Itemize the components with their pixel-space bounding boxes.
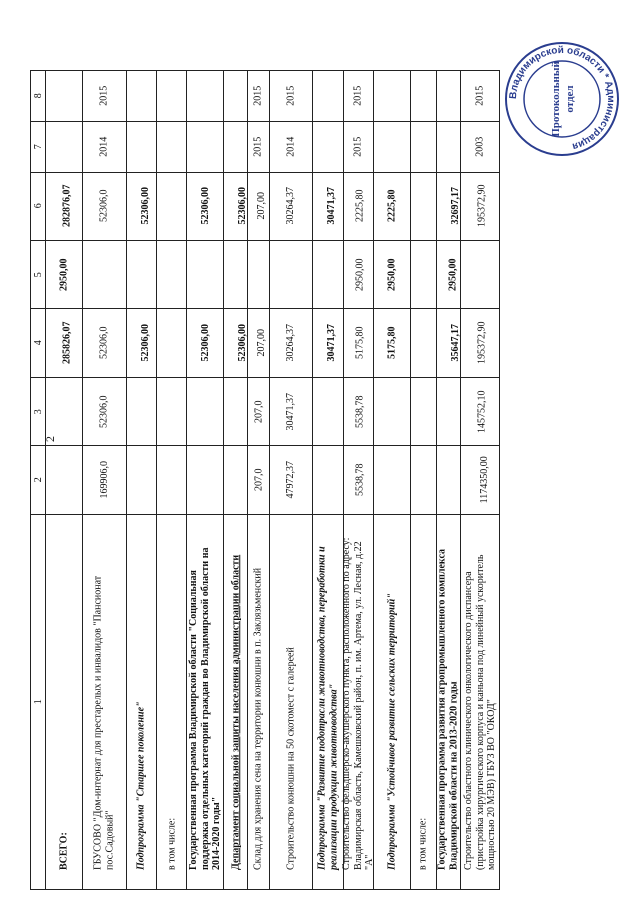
- cell-value: 282876,07: [61, 184, 73, 228]
- value-cell: [436, 71, 460, 122]
- value-cell: [126, 71, 156, 122]
- value-cell: [224, 71, 248, 122]
- row-description-cell: [224, 514, 248, 889]
- value-cell: [46, 309, 83, 377]
- row-description: Подпрограмма "Развитие подотрасли животноводства, переработки и реализации продукции животноводства": [316, 546, 339, 870]
- value-cell: [269, 121, 312, 172]
- value-cell: [46, 172, 83, 240]
- cell-value: 52306,00: [139, 324, 151, 362]
- value-cell: [436, 121, 460, 172]
- value-cell: [126, 446, 156, 514]
- cell-value: 5538,78: [354, 395, 366, 428]
- cell-value: 2015: [285, 85, 297, 106]
- value-cell: [83, 121, 126, 172]
- value-cell: [156, 446, 186, 514]
- row-description-cell: [341, 514, 376, 889]
- cell-value: 52306,00: [200, 187, 212, 225]
- cell-value: 30264,37: [285, 324, 297, 362]
- cell-value: 47972,37: [285, 461, 297, 499]
- row-description: Департамент социальной защиты населения администрации области: [229, 554, 241, 870]
- cell-value: 207,00: [256, 192, 268, 220]
- cell-value: 2015: [252, 136, 264, 157]
- value-cell: [373, 309, 410, 377]
- value-cell: [410, 240, 436, 308]
- row-description-cell: [83, 514, 126, 889]
- value-cell: [436, 309, 460, 377]
- cell-value: 32697,17: [449, 187, 461, 225]
- row-description: в том числе:: [417, 817, 429, 870]
- official-stamp: [503, 40, 621, 158]
- value-cell: [343, 121, 373, 172]
- row-description-cell: [410, 514, 436, 889]
- cell-value: 30471,37: [326, 324, 338, 362]
- value-cell: [156, 377, 186, 445]
- table-row-col-5: [31, 240, 500, 308]
- value-cell: [187, 446, 224, 514]
- value-cell: [187, 121, 224, 172]
- table-row-col-6: [31, 172, 500, 240]
- cell-value: 30264,37: [285, 187, 297, 225]
- row-description-cell: [313, 514, 343, 889]
- column-header: [31, 309, 46, 377]
- value-cell: [373, 240, 410, 308]
- value-cell: [410, 121, 436, 172]
- column-header: [31, 377, 46, 445]
- value-cell: [224, 309, 248, 377]
- column-header-label: 3: [32, 409, 44, 414]
- column-header: [31, 446, 46, 514]
- cell-value: 52306,00: [200, 324, 212, 362]
- table-row-col-2: [31, 446, 500, 514]
- cell-value: 2015: [352, 136, 364, 157]
- value-cell: [126, 309, 156, 377]
- value-cell: [410, 377, 436, 445]
- row-description-cell: [460, 514, 499, 889]
- row-description: Строительство областного клинического онкологического диспансера (пристройка хирургического корпуса и каньона под линейный ускоритель мощностью 20 МЭВ) ГБУЗ ВО "ОКОД": [462, 554, 497, 870]
- row-description-cell: [436, 514, 460, 889]
- value-cell: [224, 172, 248, 240]
- column-header-label: 2: [32, 477, 44, 483]
- value-cell: [269, 446, 312, 514]
- row-description: ГБУСОВО "Дом-интернат для престарелых и инвалидов "Пансионат пос.Садовый": [92, 575, 116, 870]
- table-row-col-7: [31, 121, 500, 172]
- value-cell: [436, 172, 460, 240]
- value-cell: [460, 240, 499, 308]
- value-cell: [156, 121, 186, 172]
- cell-value: 2015: [352, 85, 364, 106]
- value-cell: [313, 240, 343, 308]
- cell-value: 2950,00: [58, 258, 70, 291]
- value-cell: [224, 240, 248, 308]
- value-cell: [46, 377, 83, 445]
- value-cell: [373, 121, 410, 172]
- value-cell: [187, 172, 224, 240]
- cell-value: 2225,80: [386, 189, 398, 223]
- cell-value: 195372,90: [476, 321, 488, 365]
- cell-value: 52306,00: [139, 187, 151, 225]
- cell-value: 2950,00: [447, 258, 459, 291]
- value-cell: [460, 377, 499, 445]
- value-cell: [126, 240, 156, 308]
- cell-value: 35647,17: [449, 324, 461, 362]
- cell-value: 52306,0: [98, 395, 110, 428]
- column-header: [31, 172, 46, 240]
- value-cell: [460, 71, 499, 122]
- value-cell: [460, 121, 499, 172]
- stamp-center-line1: Протокольный: [550, 61, 562, 137]
- value-cell: [343, 71, 373, 122]
- row-description-cell: [248, 514, 270, 889]
- cell-value: 52306,0: [98, 189, 110, 223]
- column-header: [31, 240, 46, 308]
- value-cell: [248, 172, 270, 240]
- cell-value: 2014: [98, 136, 110, 157]
- cell-value: 2015: [98, 85, 110, 106]
- cell-value: 2014: [285, 136, 297, 157]
- row-description: ВСЕГО:: [58, 832, 70, 870]
- cell-value: 169906,0: [98, 461, 110, 499]
- value-cell: [126, 121, 156, 172]
- cell-value: 5175,80: [354, 326, 366, 360]
- value-cell: [224, 446, 248, 514]
- value-cell: [46, 121, 83, 172]
- value-cell: [248, 121, 270, 172]
- cell-value: 1174350,00: [478, 456, 490, 504]
- value-cell: [373, 377, 410, 445]
- value-cell: [46, 240, 83, 308]
- value-cell: [313, 71, 343, 122]
- value-cell: [436, 377, 460, 445]
- value-cell: [248, 446, 270, 514]
- cell-value: 2015: [474, 85, 486, 106]
- value-cell: [83, 172, 126, 240]
- cell-value: 145752,10: [476, 390, 488, 433]
- value-cell: [343, 446, 373, 514]
- cell-value: 52306,0: [98, 326, 110, 360]
- row-description: Склад для хранения сена на территории конюшни в п. Заклязьменский: [252, 567, 264, 870]
- value-cell: [224, 377, 248, 445]
- value-cell: [343, 240, 373, 308]
- row-description: Строительство конюшни на 50 скотомест с галереей: [285, 646, 297, 870]
- column-header-label: 1: [32, 699, 44, 705]
- table-row-col-4: [31, 309, 500, 377]
- value-cell: [373, 446, 410, 514]
- cell-value: 5175,80: [386, 326, 398, 360]
- value-cell: [187, 71, 224, 122]
- cell-value: 207,0: [253, 400, 265, 423]
- value-cell: [410, 446, 436, 514]
- value-cell: [313, 377, 343, 445]
- value-cell: [269, 309, 312, 377]
- cell-value: 207,00: [256, 329, 268, 357]
- value-cell: [83, 446, 126, 514]
- value-cell: [410, 172, 436, 240]
- value-cell: [373, 172, 410, 240]
- value-cell: [460, 446, 499, 514]
- row-description: Подпрограмма "Старшее поколение": [135, 701, 147, 870]
- row-description: в том числе:: [165, 817, 177, 870]
- value-cell: [313, 121, 343, 172]
- cell-value: 2015: [252, 85, 264, 106]
- value-cell: [436, 240, 460, 308]
- value-cell: [156, 240, 186, 308]
- value-cell: [156, 309, 186, 377]
- value-cell: [269, 172, 312, 240]
- value-cell: [313, 309, 343, 377]
- row-description-cell: [46, 514, 83, 889]
- row-description: Строительство фельдшерско-акушерского пункта, расположенного по адресу: Владимирская область, Камешковский район, п. им. Артема, ул. Лесная, д.22 "А": [341, 537, 376, 870]
- column-header: [31, 71, 46, 122]
- stamp-center-line2: отдел: [564, 85, 576, 113]
- row-description-cell: [187, 514, 224, 889]
- value-cell: [460, 172, 499, 240]
- cell-value: 207,0: [253, 468, 265, 492]
- value-cell: [83, 71, 126, 122]
- value-cell: [248, 71, 270, 122]
- value-cell: [156, 71, 186, 122]
- value-cell: [343, 377, 373, 445]
- value-cell: [373, 71, 410, 122]
- value-cell: [83, 309, 126, 377]
- value-cell: [187, 377, 224, 445]
- column-header: [31, 514, 46, 889]
- row-description-cell: [156, 514, 186, 889]
- value-cell: [187, 240, 224, 308]
- cell-value: 30471,37: [285, 392, 297, 431]
- table-row-col-8: [31, 71, 500, 122]
- column-header-label: 4: [32, 340, 44, 346]
- value-cell: [269, 240, 312, 308]
- column-header: [31, 121, 46, 172]
- value-cell: [248, 377, 270, 445]
- cell-value: 52306,00: [237, 187, 249, 225]
- value-cell: [269, 377, 312, 445]
- value-cell: [343, 172, 373, 240]
- row-description-cell: [373, 514, 410, 889]
- row-description-cell: [126, 514, 156, 889]
- document-table: [30, 70, 500, 890]
- value-cell: [313, 446, 343, 514]
- value-cell: [410, 71, 436, 122]
- cell-value: 195372,90: [476, 184, 488, 228]
- column-header-label: 7: [32, 144, 44, 150]
- value-cell: [460, 309, 499, 377]
- cell-value: 5538,78: [354, 463, 366, 497]
- row-description: Подпрограмма "Устойчивое развитие сельских территорий": [386, 593, 398, 870]
- value-cell: [126, 172, 156, 240]
- cell-value: 2225,80: [354, 189, 366, 223]
- page-number: 2: [43, 436, 57, 442]
- cell-value: 285826,07: [61, 321, 73, 365]
- value-cell: [343, 309, 373, 377]
- value-cell: [46, 71, 83, 122]
- value-cell: [436, 446, 460, 514]
- cell-value: 2003: [474, 136, 486, 157]
- stamp-ring-text: Владимирской области * Администрация: [507, 44, 617, 152]
- value-cell: [156, 172, 186, 240]
- column-header-label: 5: [32, 272, 44, 278]
- cell-value: 52306,00: [237, 324, 249, 362]
- row-description-cell: [269, 514, 312, 889]
- column-header-label: 8: [32, 93, 44, 99]
- table-row-col-1: [31, 514, 500, 889]
- value-cell: [187, 309, 224, 377]
- cell-value: 30471,37: [326, 187, 338, 225]
- value-cell: [83, 240, 126, 308]
- value-cell: [248, 309, 270, 377]
- row-description: Государственная программа Владимирской области "Социальная поддержка отдельных категорий граждан во Владимирской области на 2014-2020 годы": [188, 547, 222, 870]
- value-cell: [410, 309, 436, 377]
- value-cell: [248, 240, 270, 308]
- table-row-col-3: [31, 377, 500, 445]
- value-cell: [269, 71, 312, 122]
- row-description: Государственная программа развития агропромышленного комплекса Владимирской области на 2013-2020 годы: [436, 548, 460, 870]
- value-cell: [83, 377, 126, 445]
- column-header-label: 6: [32, 203, 44, 209]
- value-cell: [313, 172, 343, 240]
- value-cell: [224, 121, 248, 172]
- value-cell: [46, 446, 83, 514]
- value-cell: [126, 377, 156, 445]
- cell-value: 2950,00: [354, 258, 366, 291]
- cell-value: 2950,00: [386, 258, 398, 291]
